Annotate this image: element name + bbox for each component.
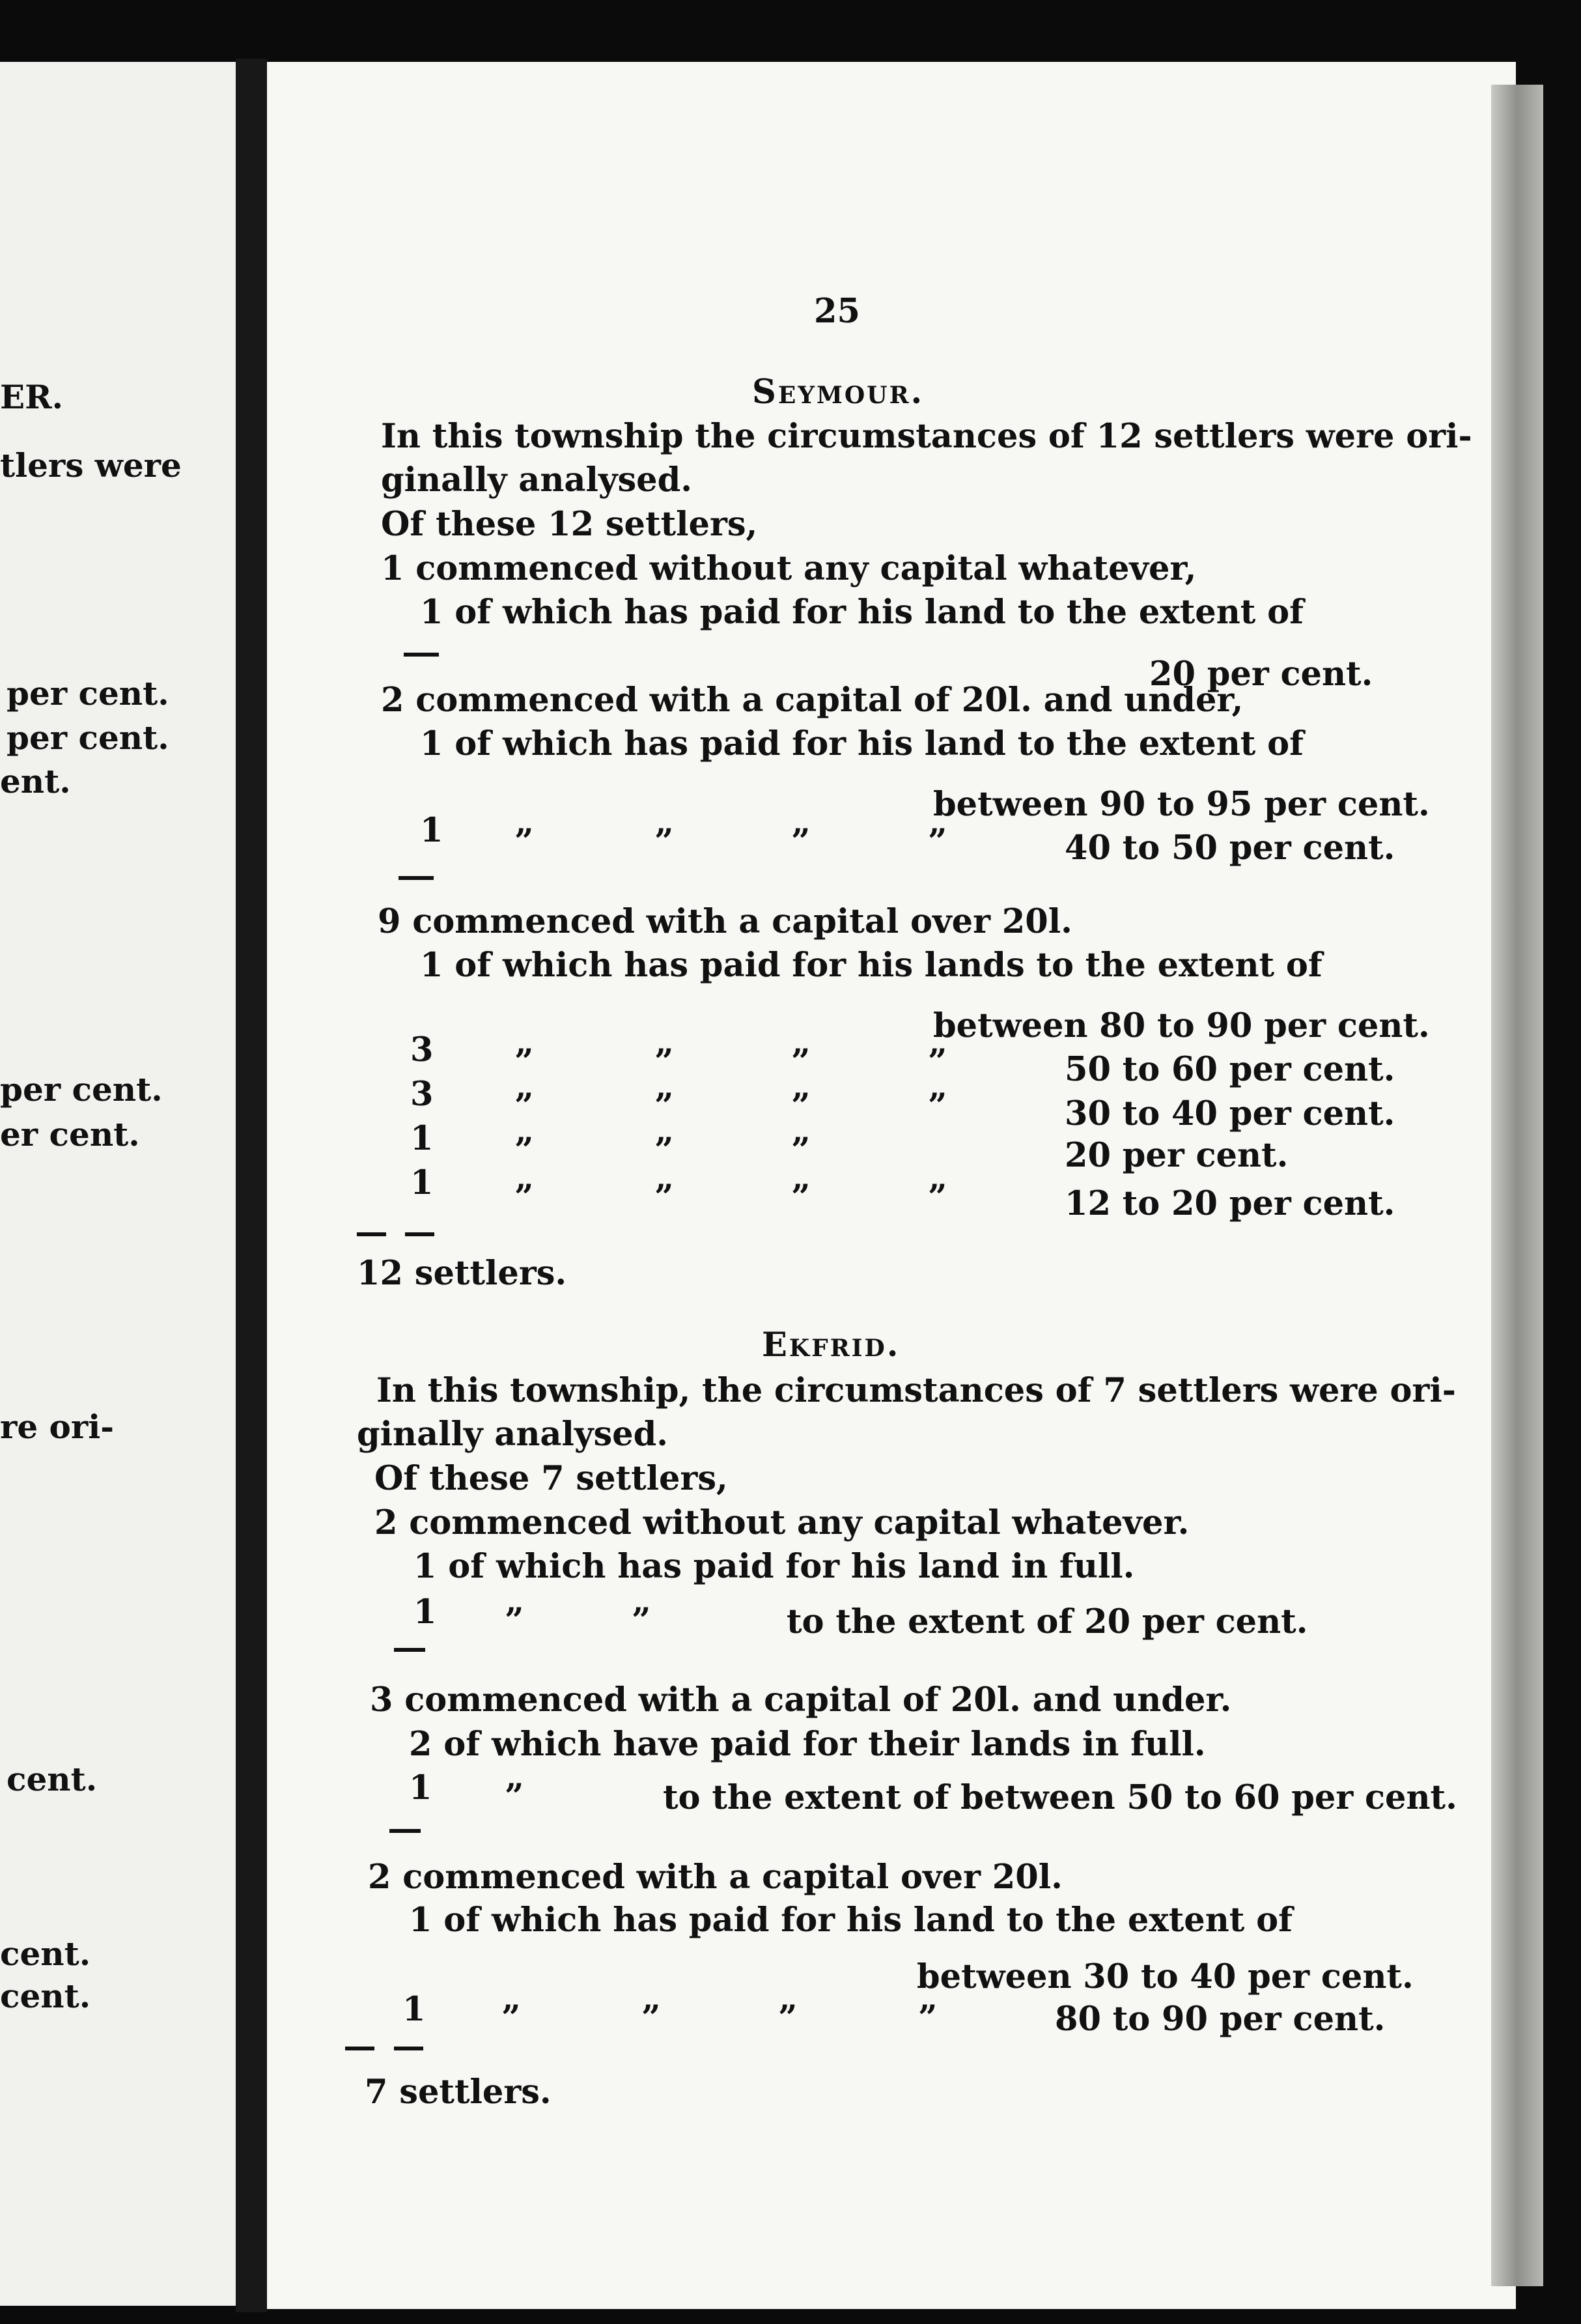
- rule-dash: [405, 1232, 434, 1236]
- group-head: 2 commenced with a capital of 20l. and under,: [381, 681, 1244, 720]
- rule-dash: [399, 876, 434, 880]
- rule-dash: [404, 653, 439, 657]
- group-row-value: 12 to 20 per cent.: [1065, 1184, 1395, 1223]
- ditto-mark: ”: [928, 1178, 947, 1217]
- group-row-value: between 90 to 95 per cent.: [933, 785, 1430, 824]
- ditto-mark: ”: [791, 1131, 811, 1170]
- section-total: 12 settlers.: [357, 1254, 567, 1293]
- ditto-mark: ”: [514, 1086, 534, 1126]
- intro-line: In this township, the circumstances of 7 settlers were ori-: [376, 1371, 1456, 1410]
- group-row-value: 80 to 90 per cent.: [1055, 2000, 1386, 2039]
- group-row: 1 of which has paid for his land to the extent of: [420, 724, 1304, 763]
- group-row-value: 30 to 40 per cent.: [1065, 1094, 1395, 1133]
- row-count: 1: [413, 1593, 437, 1632]
- ditto-mark: ”: [505, 1777, 524, 1816]
- page-edge: [1491, 85, 1543, 2286]
- intro-line: ginally analysed.: [357, 1415, 669, 1454]
- rule-dash: [394, 1648, 425, 1652]
- ditto-mark: ”: [791, 822, 811, 861]
- ditto-mark: ”: [918, 1998, 938, 2037]
- ditto-mark: ”: [514, 1178, 534, 1217]
- row-count: 1: [410, 1119, 434, 1158]
- section-total: 7 settlers.: [365, 2073, 552, 2112]
- left-text: cent.: [7, 1760, 98, 1798]
- left-text: ER.: [0, 378, 64, 416]
- intro-line: In this township the circumstances of 12 settlers were ori-: [381, 417, 1472, 456]
- row-count: 1: [409, 1768, 432, 1807]
- group-row-text: to the extent of between 50 to 60 per cent.: [663, 1778, 1457, 1817]
- intro-line: ginally analysed.: [381, 461, 693, 500]
- left-text: tlers were: [0, 446, 182, 485]
- group-row-value: 20 per cent.: [1065, 1136, 1289, 1175]
- group-row-value: 40 to 50 per cent.: [1065, 829, 1395, 868]
- left-text: er cent.: [0, 1115, 140, 1154]
- group-row: 2 of which have paid for their lands in full.: [409, 1725, 1206, 1764]
- group-row-value: between 80 to 90 per cent.: [933, 1006, 1430, 1045]
- ditto-mark: ”: [778, 1998, 798, 2037]
- ditto-mark: ”: [791, 1086, 811, 1126]
- left-text: ent.: [0, 762, 71, 801]
- of-these-line: Of these 12 settlers,: [381, 505, 758, 544]
- ditto-mark: ”: [654, 822, 674, 861]
- left-text: cent.: [0, 1934, 91, 1973]
- group-head: 9 commenced with a capital over 20l.: [378, 902, 1072, 941]
- group-head: 2 commenced without any capital whatever.: [374, 1503, 1190, 1542]
- left-text: per cent.: [7, 674, 169, 713]
- ditto-mark: ”: [501, 1998, 521, 2037]
- group-row: 1 of which has paid for his land in full.: [413, 1547, 1135, 1586]
- ditto-mark: ”: [791, 1178, 811, 1217]
- group-row: 1 of which has paid for his lands to the extent of: [420, 946, 1322, 985]
- book-gutter: [236, 59, 267, 2312]
- left-text: per cent.: [0, 1070, 163, 1109]
- row-count: 1: [410, 1163, 434, 1202]
- section-heading-ekfrid: Ekfrid.: [762, 1325, 901, 1365]
- rule-dash: [345, 2047, 374, 2050]
- group-row-value: between 30 to 40 per cent.: [917, 1957, 1414, 1996]
- ditto-mark: ”: [514, 1131, 534, 1170]
- ditto-mark: ”: [928, 1086, 947, 1126]
- ditto-mark: ”: [514, 822, 534, 861]
- ditto-mark: ”: [928, 822, 947, 861]
- group-row-value: 50 to 60 per cent.: [1065, 1050, 1395, 1089]
- ditto-mark: ”: [641, 1998, 661, 2037]
- left-text: re ori-: [0, 1408, 114, 1446]
- ditto-mark: ”: [514, 1042, 534, 1081]
- row-count: 1: [402, 1990, 426, 2029]
- left-page-fragment: [0, 62, 236, 2306]
- ditto-mark: ”: [928, 1042, 947, 1081]
- rule-dash: [357, 1232, 386, 1236]
- ditto-mark: ”: [791, 1042, 811, 1081]
- rule-dash: [394, 2047, 423, 2050]
- group-head: 1 commenced without any capital whatever,: [381, 549, 1197, 588]
- left-text: per cent.: [7, 718, 169, 757]
- ditto-mark: ”: [505, 1601, 524, 1640]
- ditto-mark: ”: [654, 1131, 674, 1170]
- group-head: 3 commenced with a capital of 20l. and under.: [370, 1680, 1232, 1720]
- group-row: 1 of which has paid for his land to the extent of: [420, 593, 1304, 632]
- row-count: 3: [410, 1030, 434, 1070]
- group-row: 1 of which has paid for his land to the extent of: [409, 1901, 1293, 1940]
- of-these-line: Of these 7 settlers,: [374, 1459, 728, 1498]
- rule-dash: [389, 1829, 421, 1833]
- row-count: 3: [410, 1075, 434, 1114]
- page-number: 25: [814, 292, 860, 331]
- group-row-value: 20 per cent.: [1149, 655, 1373, 694]
- row-count: 1: [420, 811, 443, 850]
- section-heading-seymour: Seymour.: [752, 373, 925, 412]
- ditto-mark: ”: [654, 1178, 674, 1217]
- ditto-mark: ”: [654, 1042, 674, 1081]
- group-head: 2 commenced with a capital over 20l.: [368, 1858, 1063, 1897]
- left-text: cent.: [0, 1977, 91, 2015]
- group-row-text: to the extent of 20 per cent.: [787, 1602, 1308, 1641]
- ditto-mark: ”: [632, 1601, 651, 1640]
- ditto-mark: ”: [654, 1086, 674, 1126]
